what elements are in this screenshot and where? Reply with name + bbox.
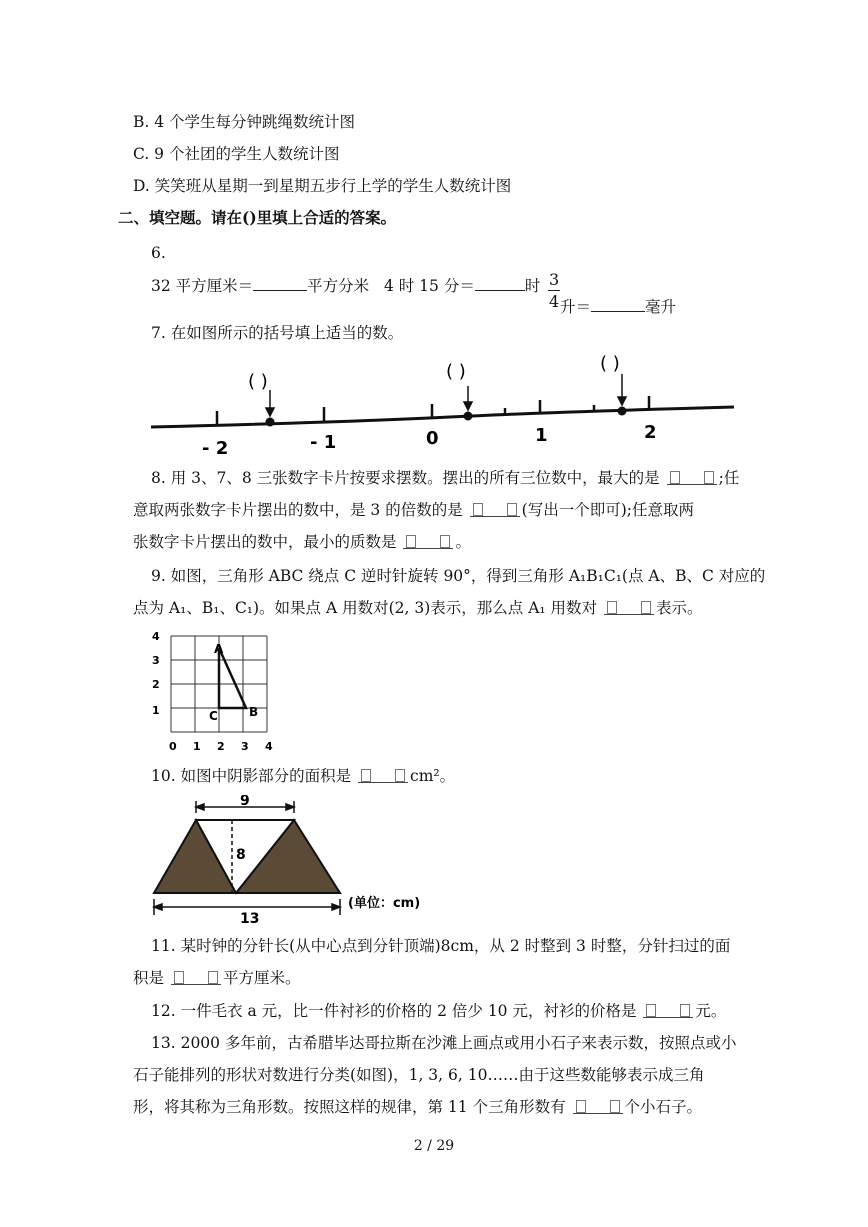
bracket-3: ( ) [600, 353, 620, 374]
q6-part3-pre: 升＝ [560, 298, 592, 316]
q12-text-main: 12. 一件毛衣 a 元，比一件衬衫的价格的 2 倍少 10 元，衬衫的价格是 [151, 1002, 637, 1020]
x-label: 1 [193, 740, 201, 753]
q13-answer-box[interactable] [573, 1098, 623, 1114]
q10-text [151, 765, 455, 787]
q12-text-end: 元。 [695, 1002, 727, 1020]
q11-line2 [133, 967, 300, 989]
x-label: 3 [241, 740, 249, 753]
grid-y-labels [152, 630, 160, 717]
option-c: C. 9 个社团的学生人数统计图 [133, 145, 340, 163]
label-top: 9 [240, 795, 250, 809]
q8-answer-box-3[interactable] [403, 533, 453, 549]
q9-answer-box[interactable] [604, 599, 654, 615]
q6-part1-unit: 平方分米 [307, 277, 370, 295]
q11-line2-end: 平方厘米。 [222, 969, 301, 987]
label-height: 8 [236, 847, 246, 863]
label-1: 1 [535, 425, 548, 446]
q8-answer-box-1[interactable] [667, 469, 717, 485]
q6-blank-3[interactable] [591, 297, 645, 312]
q8-line1-end: ;任 [718, 469, 740, 487]
q9-line2-end: 表示。 [655, 599, 703, 617]
triangle-abc [219, 648, 246, 708]
q9-line2-text: 点为 A₁、B₁、C₁)。如果点 A 用数对(2, 3)表示，那么点 A₁ 用数对 [133, 599, 598, 617]
number-line-ticks [217, 396, 649, 424]
bracket-2: ( ) [446, 361, 466, 382]
grid-figure [146, 628, 281, 756]
q6-row [151, 275, 540, 297]
q6-part2-unit: 时 [524, 277, 541, 295]
label-c: C [209, 709, 218, 723]
q11-answer-box[interactable] [171, 969, 221, 985]
q10-text-end: cm²。 [410, 767, 456, 785]
q8-line2 [133, 499, 694, 521]
bracket-1: ( ) [248, 371, 268, 392]
x-label: 4 [265, 740, 273, 753]
section-heading: 二、填空题。请在()里填上合适的答案。 [118, 208, 397, 227]
label-b: B [249, 705, 259, 719]
q12-answer-box[interactable] [643, 1002, 693, 1018]
point-2 [464, 412, 473, 421]
q6-fraction-numerator: 3 [549, 270, 560, 289]
option-b: B. 4 个学生每分钟跳绳数统计图 [133, 113, 356, 131]
q13-line3-text: 形，将其称为三角形数。按照这样的规律，第 11 个三角形数有 [133, 1098, 566, 1116]
option-d: D. 笑笑班从星期一到星期五步行上学的学生人数统计图 [133, 177, 512, 195]
page-number: 2 / 29 [413, 1138, 455, 1154]
q6-fraction-bar [548, 290, 560, 291]
q6-part3-unit: 毫升 [645, 298, 677, 316]
q8-line2-text: 意取两张数字卡片摆出的数中，是 3 的倍数的是 [133, 501, 463, 519]
q6-fraction-denominator: 4 [549, 292, 560, 311]
q10-text-main: 10. 如图中阴影部分的面积是 [151, 767, 352, 785]
x-label: 0 [169, 740, 177, 753]
grid-x-labels [169, 740, 273, 753]
y-label: 3 [152, 654, 160, 667]
label-unit: (单位：cm) [348, 896, 421, 911]
label-a: A [214, 642, 224, 656]
point-3 [618, 407, 627, 416]
q13-line2: 石子能排列的形状对数进行分类(如图)，1, 3, 6, 10……由于这些数能够表示成三角 [133, 1066, 705, 1084]
label-bottom: 13 [240, 911, 260, 925]
q6-blank-1[interactable] [253, 276, 307, 291]
q8-line1-text: 8. 用 3、7、8 三张数字卡片按要求摆数。摆出的所有三位数中，最大的是 [151, 469, 660, 487]
y-label: 1 [152, 704, 160, 717]
q9-line2 [133, 597, 703, 619]
label-neg2: - 2 [202, 438, 229, 459]
number-line-figure [150, 350, 735, 460]
trapezoid-figure [150, 795, 450, 925]
q6-part2-pre: 4 时 15 分＝ [383, 277, 475, 295]
q13-line3-end: 个小石子。 [624, 1098, 703, 1116]
y-label: 2 [152, 678, 160, 691]
q11-line1: 11. 某时钟的分针长(从中心点到分针顶端)8cm，从 2 时整到 3 时整，分针扫过的面 [151, 937, 731, 955]
q9-line1: 9. 如图，三角形 ABC 绕点 C 逆时针旋转 90°，得到三角形 A₁B₁C₁(点 A、B、C 对应的 [151, 567, 766, 585]
q7-text: 7. 在如图所示的括号填上适当的数。 [151, 324, 404, 342]
q8-answer-box-2[interactable] [470, 501, 520, 517]
y-label: 4 [152, 630, 160, 643]
q13-line1: 13. 2000 多年前，古希腊毕达哥拉斯在沙滩上画点或用小石子来表示数，按照点或小 [151, 1034, 737, 1052]
q8-line3-text: 张数字卡片摆出的数中，最小的质数是 [133, 533, 397, 551]
point-1 [266, 418, 275, 427]
q8-line2-end: (写出一个即可);任意取两 [521, 501, 694, 519]
q11-line2-text: 积是 [133, 969, 165, 987]
q8-line3 [133, 531, 471, 553]
q8-line3-end: 。 [455, 533, 471, 551]
label-neg1: - 1 [310, 432, 337, 453]
q8-line1 [151, 467, 739, 489]
q6-number: 6. [151, 244, 166, 262]
number-line-labels [202, 422, 657, 459]
q13-line3 [133, 1096, 702, 1118]
q6-part3 [560, 296, 676, 318]
label-0: 0 [426, 428, 439, 449]
q6-blank-2[interactable] [475, 276, 525, 291]
q12-text [151, 1000, 726, 1022]
x-label: 2 [217, 740, 225, 753]
q10-answer-box[interactable] [358, 767, 408, 783]
q6-part1-pre: 32 平方厘米＝ [151, 277, 254, 295]
label-2: 2 [644, 422, 657, 443]
